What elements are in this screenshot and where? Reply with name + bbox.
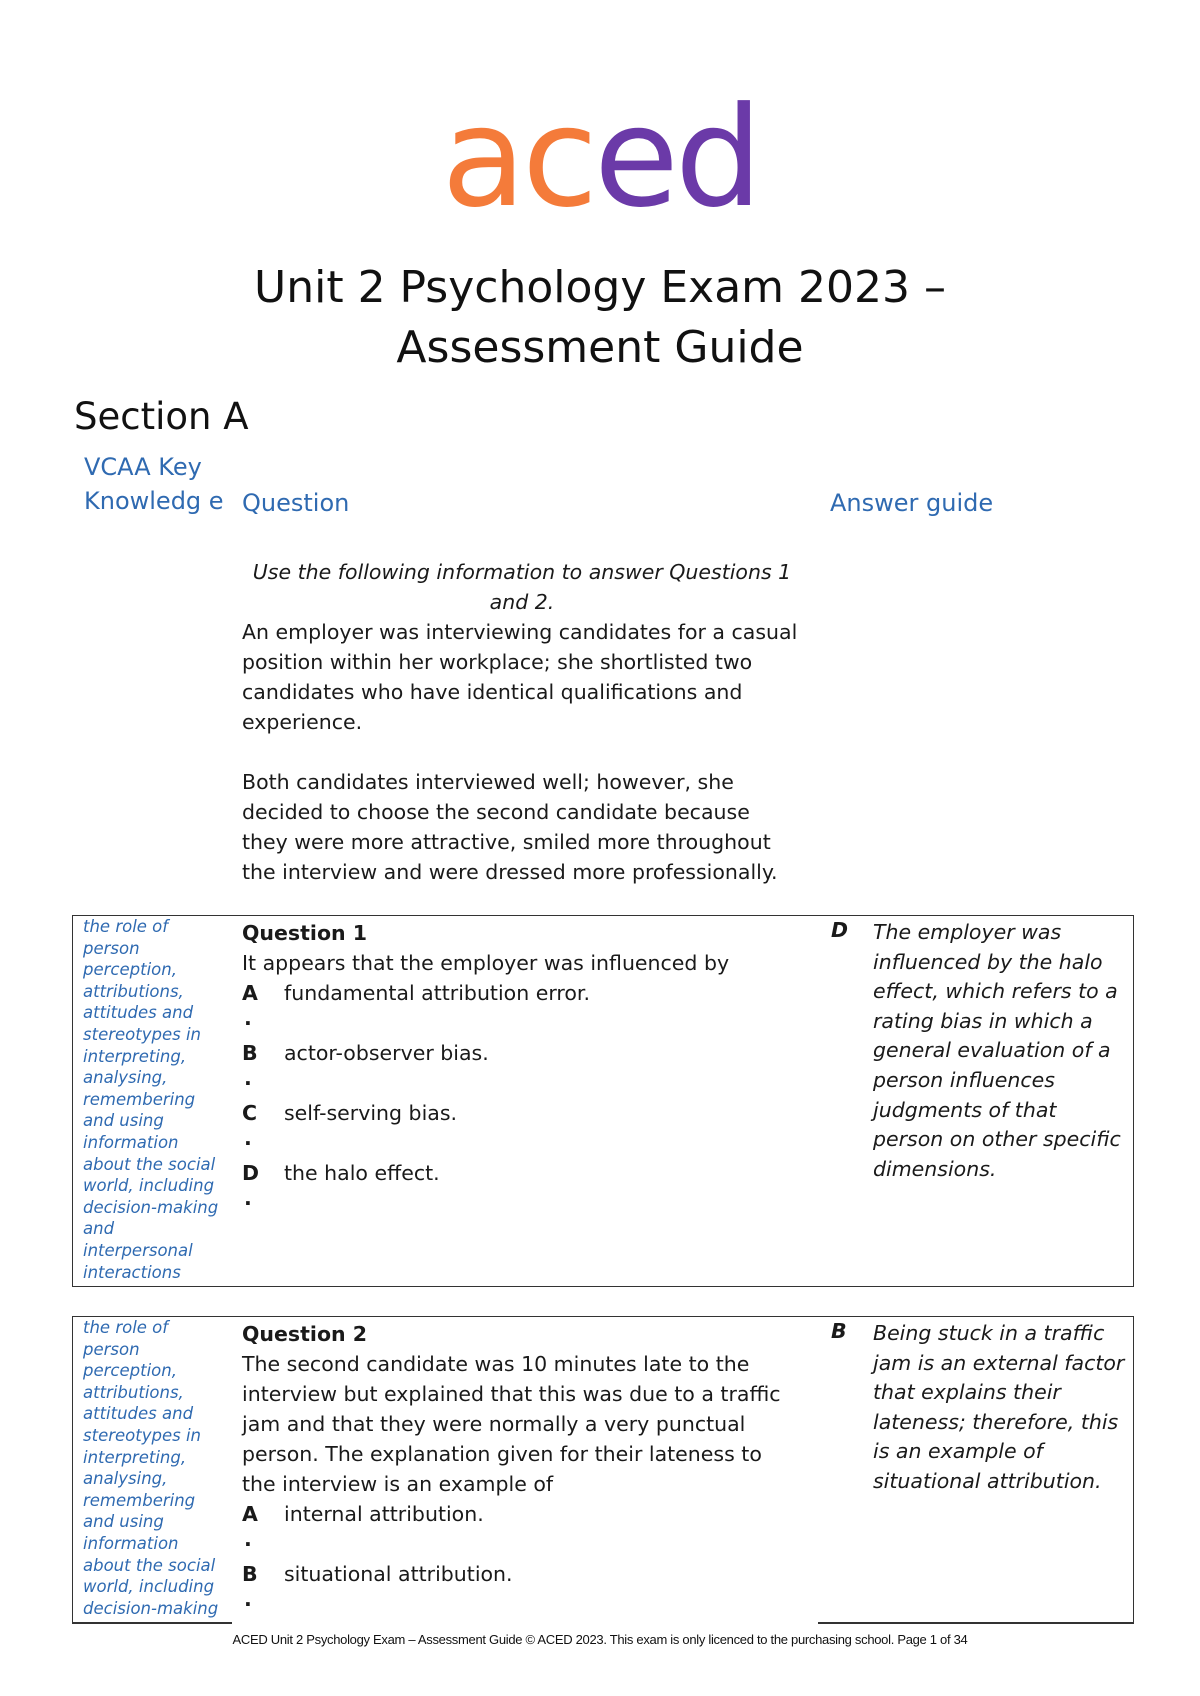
- option-b: [242, 1559, 802, 1589]
- title-line-1: Unit 2 Psychology Exam 2023 –: [254, 262, 946, 313]
- option-text: the halo effect.: [284, 1161, 440, 1185]
- key-knowledge-text: the role of person perception, attributions, attitudes and stereotypes in interpreting, analysing, remembering and using information about the social world, including decision-making and interpersonal interactions: [83, 917, 219, 1282]
- option-dot: .: [244, 1066, 252, 1090]
- section-heading: Section A: [74, 395, 249, 438]
- option-letter: A: [242, 1502, 258, 1526]
- answer-explanation: The employer was influenced by the halo effect, which refers to a rating bias in which a general evaluation of a person influences judgments of that person on other specific dimensions.: [873, 920, 1121, 1181]
- question-row-2: [72, 1316, 1134, 1623]
- header-vcaa-key-knowledge: VCAA Key Knowledg e: [84, 453, 224, 515]
- option-b: [242, 1038, 802, 1068]
- question-title: Question 1: [242, 921, 368, 945]
- question-content: [242, 918, 802, 1218]
- option-text: self-serving bias.: [284, 1101, 458, 1125]
- header-answer-guide: Answer guide: [830, 489, 994, 517]
- question-row-1: [72, 915, 1134, 1287]
- key-knowledge-text: the role of person perception, attributions, attitudes and stereotypes in interpreting, analysing, remembering and using information about the social world, including decision-making: [83, 1318, 219, 1618]
- option-dot: .: [244, 1126, 252, 1150]
- option-text: actor-observer bias.: [284, 1041, 489, 1065]
- option-dot: .: [244, 1006, 252, 1030]
- answer-key: B: [831, 1319, 847, 1343]
- stimulus-paragraph-1: An employer was interviewing candidates for a casual position within her workplace; she shortlisted two candidates who have identical qualifications and experience.: [242, 620, 798, 734]
- stimulus-paragraph-2: Both candidates interviewed well; however, she decided to choose the second candidate because they were more attractive, smiled more throughout the interview and were dressed more professionally.: [242, 770, 778, 884]
- table-border-segment: [818, 1622, 1134, 1624]
- title-line-2: Assessment Guide: [396, 322, 804, 373]
- option-letter: B: [242, 1041, 258, 1065]
- option-dot: .: [244, 1186, 252, 1210]
- question-content: [242, 1319, 802, 1619]
- option-dot: .: [244, 1587, 252, 1611]
- answer-key: D: [831, 918, 849, 942]
- aced-logo: [0, 77, 1200, 238]
- option-a: [242, 1499, 802, 1529]
- table-border-segment: [72, 1622, 232, 1624]
- option-text: situational attribution.: [284, 1562, 513, 1586]
- option-letter: D: [242, 1161, 260, 1185]
- logo-part-ed: ed: [593, 77, 759, 238]
- option-letter: A: [242, 981, 258, 1005]
- header-question: Question: [242, 489, 350, 517]
- question-stem: It appears that the employer was influenced by: [242, 951, 730, 975]
- option-dot: .: [244, 1527, 252, 1551]
- option-a: [242, 978, 802, 1008]
- logo-part-ac: ac: [441, 77, 594, 238]
- stimulus-instruction: Use the following information to answer Questions 1 and 2.: [252, 560, 792, 614]
- option-text: internal attribution.: [284, 1502, 484, 1526]
- answer-explanation: Being stuck in a traffic jam is an external factor that explains their lateness; therefore, this is an example of situational attribution.: [873, 1321, 1125, 1493]
- page-footer: ACED Unit 2 Psychology Exam – Assessment Guide © ACED 2023. This exam is only licenced to the purchasing school. Page 1 of 34: [232, 1632, 968, 1647]
- question-stem: The second candidate was 10 minutes late to the interview but explained that this was due to a traffic jam and that they were normally a very punctual person. The explanation given for their lateness to the interview is an example of: [242, 1352, 781, 1496]
- option-letter: B: [242, 1562, 258, 1586]
- option-text: fundamental attribution error.: [284, 981, 590, 1005]
- document-title: [0, 258, 1200, 378]
- question-title: Question 2: [242, 1322, 368, 1346]
- option-c: [242, 1098, 802, 1128]
- option-d: [242, 1158, 802, 1188]
- option-letter: C: [242, 1101, 258, 1125]
